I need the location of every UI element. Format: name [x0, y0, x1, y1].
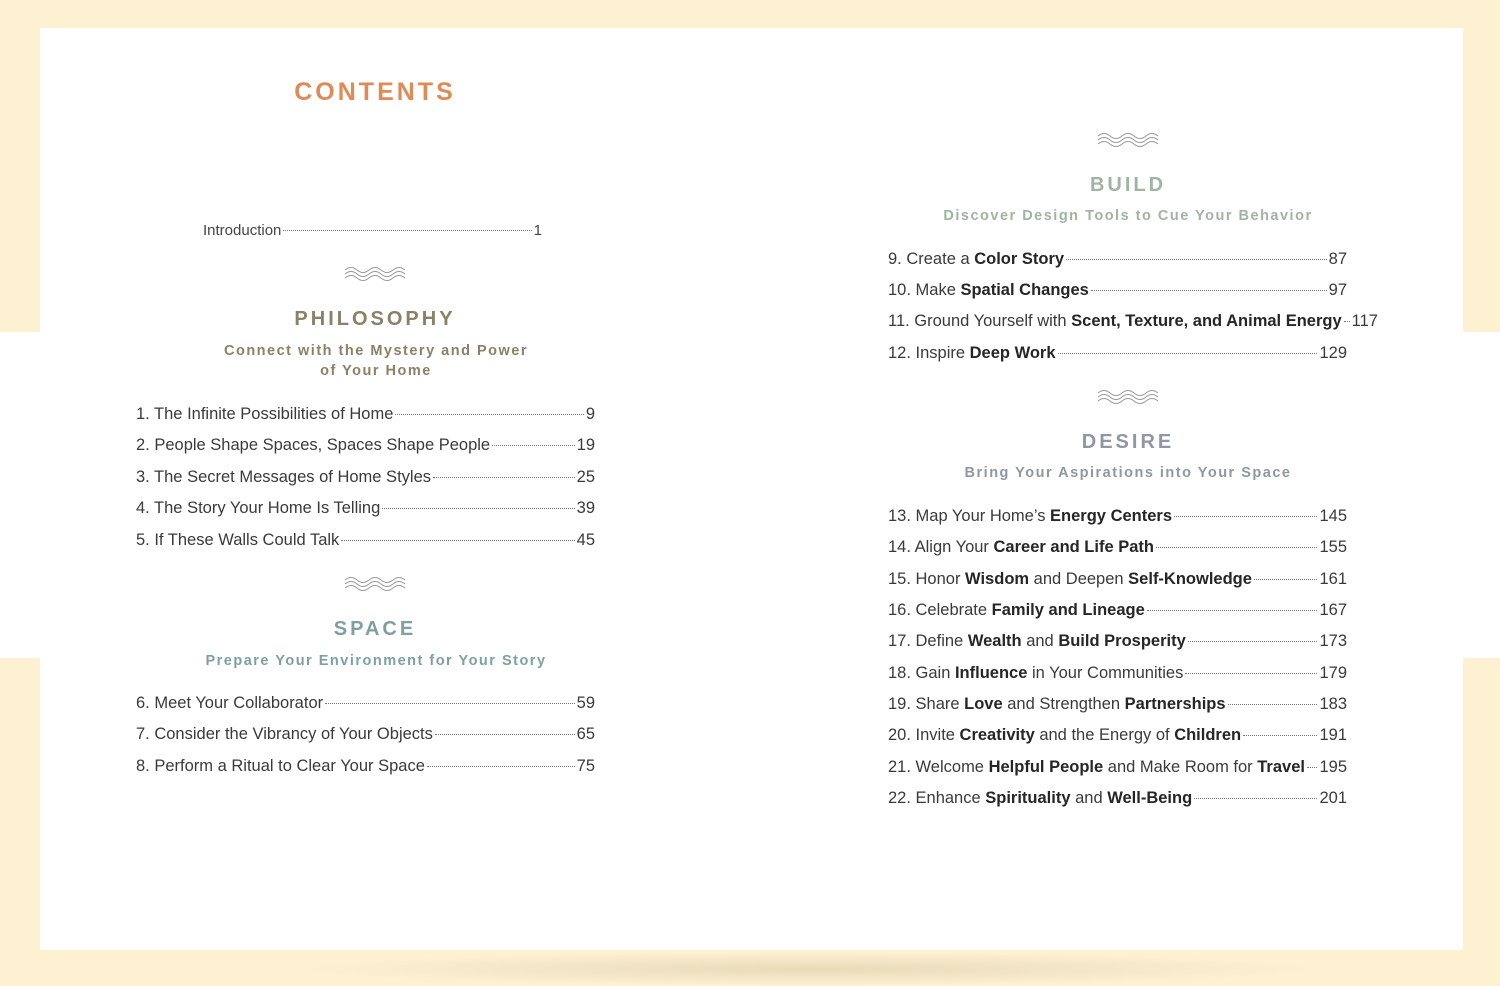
leader-dots [1307, 767, 1317, 768]
toc-entry-text: 4. The Story Your Home Is Telling [136, 499, 381, 517]
toc-entry-keyword: Partnerships [1124, 695, 1226, 713]
toc-entry-keyword: Deep Work [969, 344, 1056, 362]
toc-entry-page: 25 [576, 468, 595, 486]
section-heading-build: BUILD [1089, 174, 1167, 196]
toc-entry[interactable] [888, 789, 1347, 808]
wave-ornament-icon [1096, 387, 1160, 407]
toc-entry-keyword: Influence [954, 664, 1028, 682]
toc-entry-page: 19 [576, 436, 595, 454]
toc-entry-keyword: Love [964, 695, 1003, 713]
toc-entry-title [136, 405, 393, 424]
toc-entry[interactable] [888, 758, 1347, 777]
leader-dots [1066, 259, 1327, 260]
toc-entry-text: 1. The Infinite Possibilities of Home [136, 405, 394, 423]
toc-entry-title [136, 757, 425, 776]
leader-dots [492, 445, 575, 446]
toc-entry-page: 45 [576, 531, 595, 549]
toc-entry-text: 22. Enhance [888, 789, 986, 807]
toc-entry[interactable] [888, 601, 1347, 620]
intro-label: Introduction [203, 222, 282, 239]
leader-dots [1254, 579, 1318, 580]
section-heading-space: SPACE [333, 618, 417, 640]
toc-entry-text: 7. Consider the Vibrancy of Your Objects [136, 725, 433, 743]
toc-entry-page: 161 [1319, 570, 1347, 588]
toc-entry-title [888, 281, 1089, 300]
subtitle-line: Connect with the Mystery and Power [224, 343, 528, 359]
toc-entry-title [888, 344, 1056, 363]
toc-entry-title [888, 664, 1183, 683]
toc-entry-keyword: Career and Life Path [993, 538, 1154, 556]
leader-dots [1194, 798, 1317, 799]
toc-entry[interactable] [136, 531, 595, 550]
wave-ornament-icon [1096, 130, 1160, 150]
leader-dots [1188, 641, 1318, 642]
toc-entry[interactable] [888, 538, 1347, 557]
leader-dots [427, 766, 575, 767]
leader-dots [1147, 610, 1318, 611]
toc-entry-page: 191 [1319, 726, 1347, 744]
leader-dots [433, 477, 575, 478]
toc-entry[interactable] [888, 632, 1347, 651]
leader-dots [1185, 673, 1317, 674]
section-subtitle-build: Discover Design Tools to Cue Your Behavior [943, 208, 1313, 224]
toc-entry-text: and the Energy of [1034, 726, 1175, 744]
toc-entry-title [136, 725, 433, 744]
section-subtitle-desire: Bring Your Aspirations into Your Space [964, 465, 1292, 481]
toc-entry-keyword: Well-Being [1107, 789, 1193, 807]
toc-entry-page: 9 [585, 405, 595, 423]
toc-entry-text: 5. If These Walls Could Talk [136, 531, 340, 549]
toc-entry-keyword: Wealth [967, 632, 1022, 650]
toc-entry-title [888, 726, 1241, 745]
leader-dots [1058, 353, 1318, 354]
section-subtitle-philosophy [176, 341, 576, 381]
toc-entry-keyword: Spatial Changes [960, 281, 1089, 299]
toc-entry-keyword: Color Story [974, 250, 1065, 268]
toc-entry[interactable] [888, 570, 1347, 589]
toc-entry-title [888, 570, 1252, 589]
toc-entry-text: 3. The Secret Messages of Home Styles [136, 468, 431, 486]
toc-entry-keyword: Creativity [959, 726, 1035, 744]
toc-entry-page: 167 [1319, 601, 1347, 619]
toc-entry[interactable] [136, 405, 595, 424]
toc-entry-text: and Strengthen [1002, 695, 1125, 713]
toc-entry-text: 11. Ground Yourself with [888, 312, 1072, 330]
toc-entry-page: 145 [1319, 507, 1347, 525]
toc-entry-text: 17. Define [888, 632, 968, 650]
subtitle-line: of Your Home [320, 363, 432, 379]
toc-entry-page: 59 [576, 694, 595, 712]
toc-entry[interactable] [136, 757, 595, 776]
toc-entry-keyword: Wisdom [965, 570, 1030, 588]
leader-dots [395, 414, 583, 415]
leader-dots [1243, 735, 1317, 736]
toc-entry-keyword: Scent, Texture, and Animal Energy [1071, 312, 1342, 330]
toc-entry-page: 129 [1319, 344, 1347, 362]
toc-entry-text: 19. Share [888, 695, 965, 713]
toc-entry-page: 195 [1319, 758, 1347, 776]
toc-entry-page: 39 [576, 499, 595, 517]
toc-entry-page: 179 [1319, 664, 1347, 682]
toc-entry-text: 18. Gain [888, 664, 955, 682]
toc-entry[interactable] [136, 694, 595, 713]
toc-entry-page: 97 [1328, 281, 1347, 299]
toc-entry-text: 8. Perform a Ritual to Clear Your Space [136, 757, 425, 775]
toc-entry-text: 20. Invite [888, 726, 960, 744]
toc-entry-page: 201 [1319, 789, 1347, 807]
toc-entry-title [136, 499, 380, 518]
toc-entry[interactable] [888, 507, 1347, 526]
toc-entry-text: 21. Welcome [888, 758, 989, 776]
book-spread [40, 28, 1463, 950]
toc-entry[interactable] [888, 664, 1347, 683]
page-title: CONTENTS [294, 78, 456, 106]
toc-entry-keyword: Children [1174, 726, 1242, 744]
toc-entry-title [888, 250, 1064, 269]
toc-entry-text: and [1021, 632, 1059, 650]
toc-entry-text: and [1070, 789, 1108, 807]
wave-ornament-icon [343, 264, 407, 284]
toc-entry-keyword: Self-Knowledge [1128, 570, 1252, 588]
section-heading-desire: DESIRE [1081, 431, 1175, 453]
toc-entry-page: 75 [576, 757, 595, 775]
toc-entry-text: 9. Create a [888, 250, 975, 268]
toc-entry[interactable] [136, 499, 595, 518]
leader-dots [283, 230, 531, 231]
leader-dots [1344, 321, 1350, 322]
toc-entry-page: 155 [1319, 538, 1347, 556]
toc-intro[interactable] [203, 222, 542, 239]
toc-entry-title [888, 507, 1172, 526]
toc-entry-text: 15. Honor [888, 570, 966, 588]
leader-dots [435, 734, 575, 735]
page-shadow [300, 952, 1320, 986]
leader-dots [1228, 704, 1318, 705]
leader-dots [1091, 290, 1327, 291]
toc-entry-title [888, 312, 1342, 331]
toc-entry-text: and Make Room for [1103, 758, 1258, 776]
toc-entry-text: 10. Make [888, 281, 961, 299]
toc-entry-keyword: Travel [1257, 758, 1305, 776]
toc-entry[interactable] [888, 695, 1347, 714]
intro-page: 1 [533, 222, 542, 239]
leader-dots [1156, 547, 1317, 548]
toc-entry-title [888, 632, 1186, 651]
toc-entry-text: 16. Celebrate [888, 601, 992, 619]
leader-dots [1174, 516, 1317, 517]
toc-entry[interactable] [888, 281, 1347, 300]
toc-entry[interactable] [136, 468, 595, 487]
toc-entry-title [888, 538, 1154, 557]
toc-entry-title [136, 531, 339, 550]
toc-entry-text: in Your Communities [1027, 664, 1184, 682]
section-subtitle-space: Prepare Your Environment for Your Story [205, 653, 547, 669]
toc-entry-page: 87 [1328, 250, 1347, 268]
leader-dots [382, 508, 574, 509]
toc-entry[interactable] [136, 725, 595, 744]
toc-entry-keyword: Helpful People [988, 758, 1104, 776]
toc-entry-text: 14. Align Your [888, 538, 994, 556]
toc-entry-title [136, 436, 490, 455]
toc-entry-title [136, 694, 323, 713]
toc-entry-page: 183 [1319, 695, 1347, 713]
wave-ornament-icon [343, 574, 407, 594]
toc-entry[interactable] [888, 344, 1347, 363]
leader-dots [325, 703, 575, 704]
toc-entry-text: 12. Inspire [888, 344, 970, 362]
toc-entry-keyword: Build Prosperity [1058, 632, 1186, 650]
toc-entry-keyword: Spirituality [985, 789, 1071, 807]
toc-entry[interactable] [136, 436, 595, 455]
toc-entry-title [888, 601, 1145, 620]
toc-entry[interactable] [888, 312, 1378, 331]
leader-dots [341, 540, 574, 541]
toc-entry[interactable] [888, 726, 1347, 745]
toc-entry-text: 2. People Shape Spaces, Spaces Shape People [136, 436, 491, 454]
toc-entry-page: 117 [1351, 312, 1378, 330]
toc-entry-title [888, 789, 1192, 808]
toc-entry-title [888, 695, 1226, 714]
toc-entry-title [136, 468, 431, 487]
toc-entry-text: 6. Meet Your Collaborator [136, 694, 324, 712]
toc-entry-keyword: Family and Lineage [991, 601, 1145, 619]
toc-entry[interactable] [888, 250, 1347, 269]
toc-entry-text: and Deepen [1029, 570, 1129, 588]
section-heading-philosophy: PHILOSOPHY [294, 308, 456, 330]
toc-entry-title [888, 758, 1305, 777]
toc-entry-page: 65 [576, 725, 595, 743]
toc-entry-text: 13. Map Your Home’s [888, 507, 1051, 525]
toc-entry-keyword: Energy Centers [1050, 507, 1173, 525]
toc-entry-page: 173 [1319, 632, 1347, 650]
